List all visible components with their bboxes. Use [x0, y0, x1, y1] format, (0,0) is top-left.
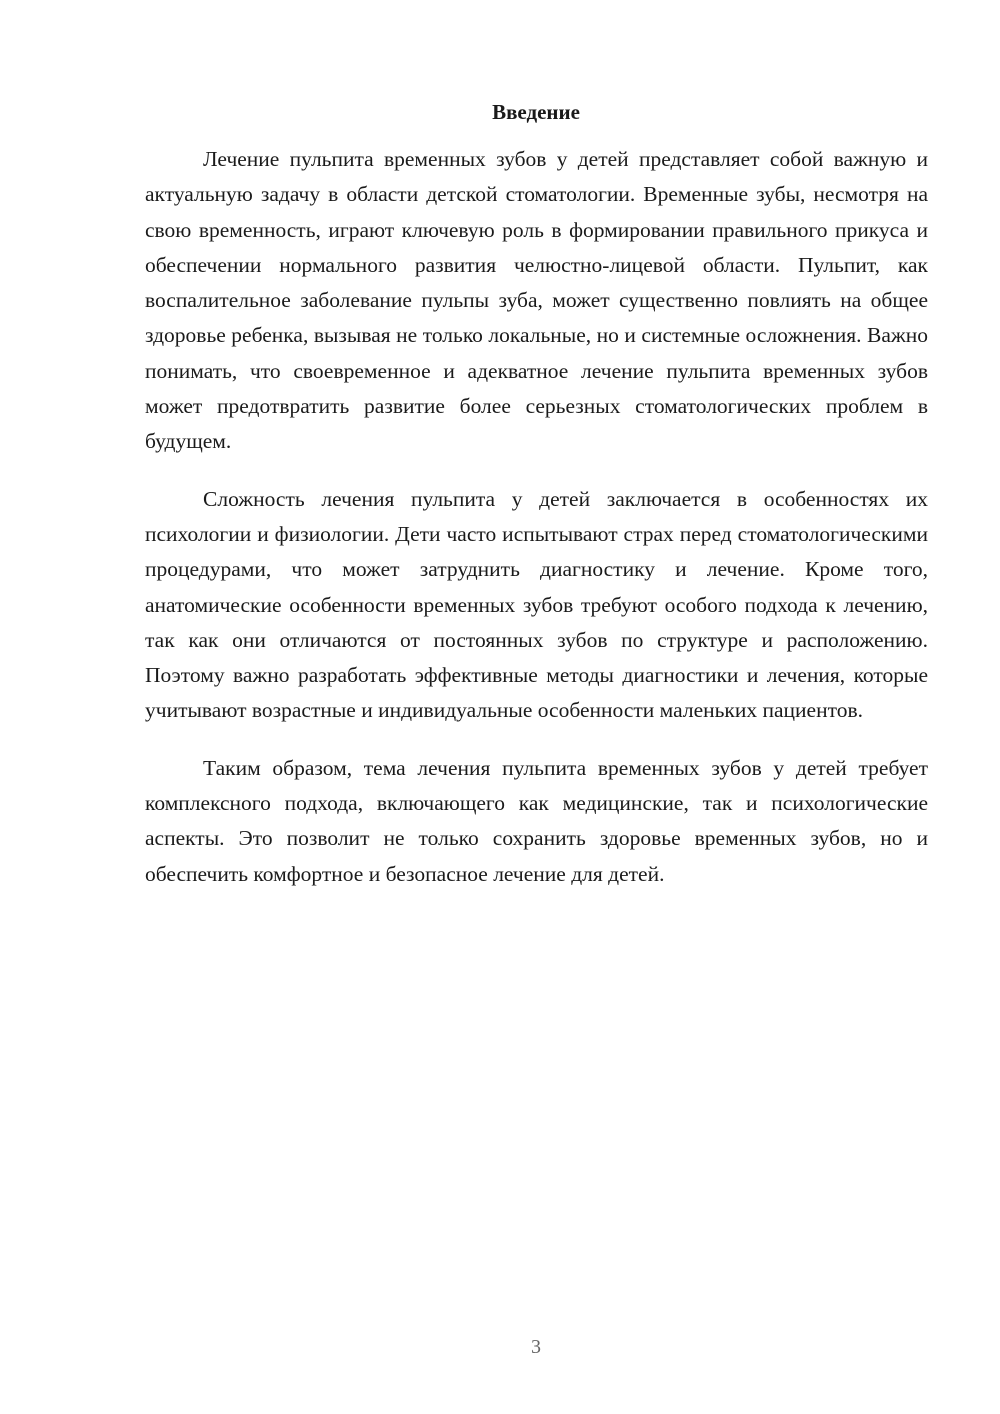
section-title: Введение — [492, 100, 580, 124]
page-number: 3 — [531, 1336, 541, 1358]
paragraph-2: Сложность лечения пульпита у детей заключается в особенностях их психологии и физиологии. Дети часто испытывают страх перед стоматологическими процедурами, что может затруднить диагностику и лечение. Кроме того, анатомические особенности временных зубов требуют особого подхода к лечению, так как они отличаются от постоянных зубов по структуре и расположению. Поэтому важно разработать эффективные методы диагностики и лечения, которые учитывают возрастные и индивидуальные особенности маленьких пациентов. — [145, 486, 928, 723]
paragraph-1: Лечение пульпита временных зубов у детей представляет собой важную и актуальную задачу в области детской стоматологии. Временные зубы, несмотря на свою временность, играют ключевую роль в формировании правильного прикуса и обеспечении нормального развития челюстно-лицевой области. Пульпит, как воспалительное заболевание пульпы зуба, может существенно повлиять на общее здоровье ребенка, вызывая не только локальные, но и системные осложнения. Важно понимать, что своевременное и адекватное лечение пульпита временных зубов может предотвратить развитие более серьезных стоматологических проблем в будущем. — [145, 147, 928, 454]
document-body — [145, 142, 928, 914]
paragraph-3: Таким образом, тема лечения пульпита временных зубов у детей требует комплексного подхода, включающего как медицинские, так и психологические аспекты. Это позволит не только сохранить здоровье временных зубов, но и обеспечить комфортное и безопасное лечение для детей. — [145, 755, 928, 886]
